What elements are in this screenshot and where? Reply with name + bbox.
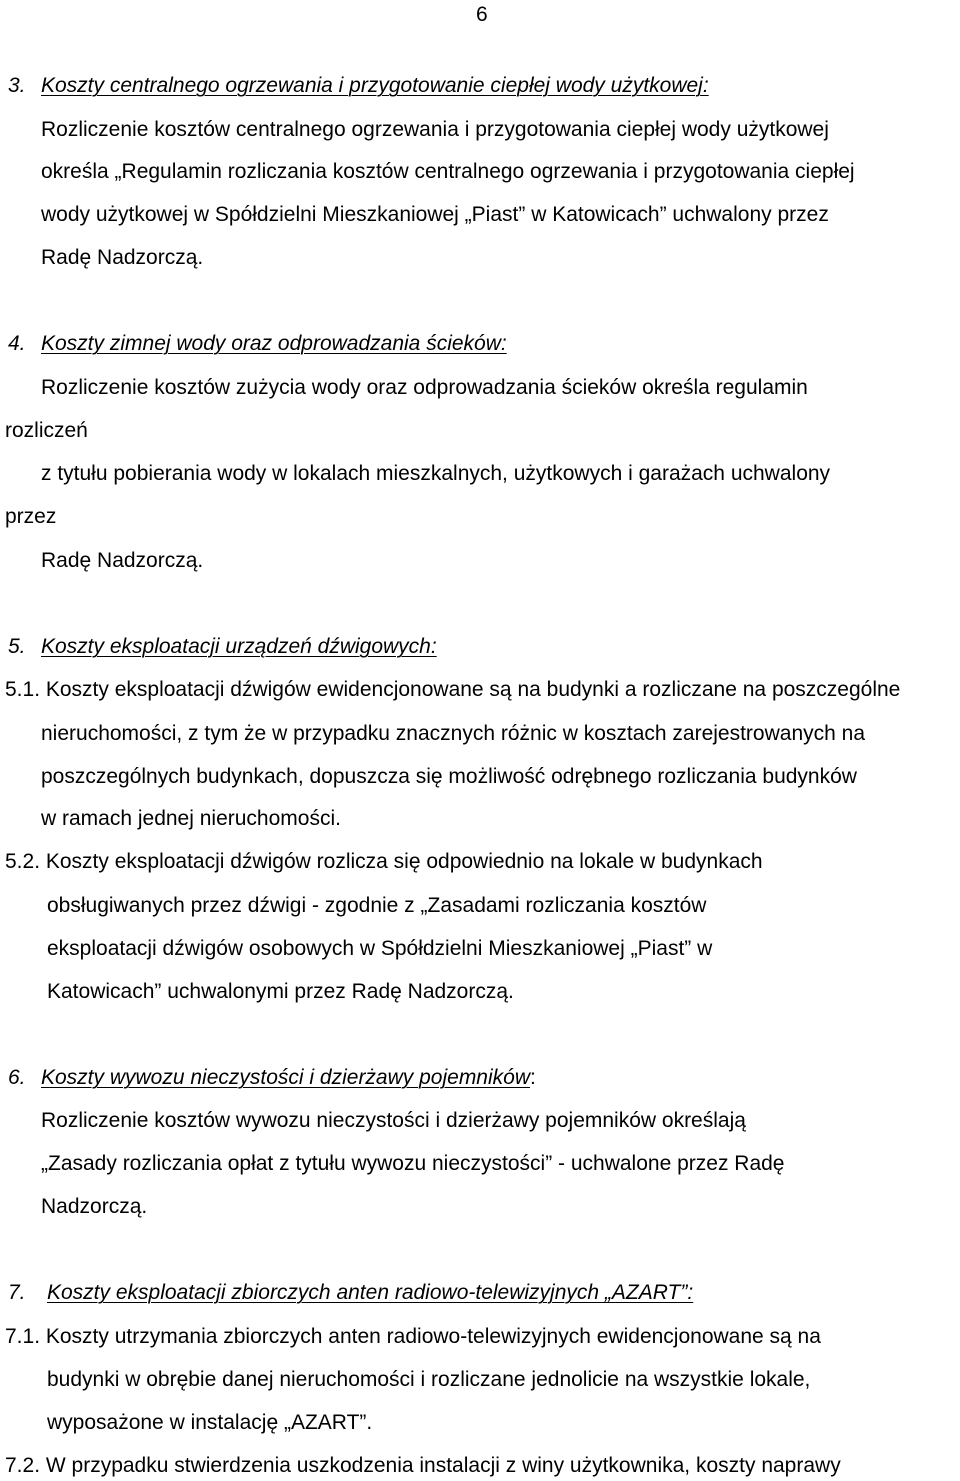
section-6-heading: Koszty wywozu nieczystości i dzierżawy pojemników <box>41 1066 530 1089</box>
section-4-line: przez <box>5 505 57 528</box>
section-3-line: Rozliczenie kosztów centralnego ogrzewania i przygotowania ciepłej wody użytkowej <box>41 118 829 141</box>
section-5-heading: Koszty eksploatacji urządzeń dźwigowych: <box>41 635 437 658</box>
section-7-heading: Koszty eksploatacji zbiorczych anten radiowo-telewizyjnych „AZART”: <box>47 1281 694 1304</box>
section-7-1-line: wyposażone w instalację „AZART”. <box>47 1411 373 1434</box>
section-5-1-line: poszczególnych budynkach, dopuszcza się możliwość odrębnego rozliczania budynków <box>41 765 857 788</box>
section-5-2-line: eksploatacji dźwigów osobowych w Spółdzielni Mieszkaniowej „Piast” w <box>47 937 713 960</box>
section-3-heading: Koszty centralnego ogrzewania i przygotowanie ciepłej wody użytkowej: <box>41 74 709 97</box>
section-6-number: 6. <box>8 1066 26 1089</box>
section-6-heading-colon: : <box>530 1066 536 1089</box>
section-7-2-line: 7.2. W przypadku stwierdzenia uszkodzenia instalacji z winy użytkownika, koszty naprawy <box>5 1454 841 1477</box>
page-number: 6 <box>476 3 488 26</box>
section-4-line: rozliczeń <box>5 419 88 442</box>
section-4-number: 4. <box>8 332 26 355</box>
section-3-line: Radę Nadzorczą. <box>41 246 204 269</box>
section-5-number: 5. <box>8 635 26 658</box>
section-5-2-line: obsługiwanych przez dźwigi - zgodnie z „Zasadami rozliczania kosztów <box>47 894 707 917</box>
section-3-line: wody użytkowej w Spółdzielni Mieszkaniowej „Piast” w Katowicach” uchwalony przez <box>41 203 829 226</box>
section-4-line: Radę Nadzorczą. <box>41 549 204 572</box>
section-7-1-line: budynki w obrębie danej nieruchomości i rozliczane jednolicie na wszystkie lokale, <box>47 1368 811 1391</box>
section-5-1-line: 5.1. Koszty eksploatacji dźwigów ewidencjonowane są na budynki a rozliczane na poszczególne <box>5 678 901 701</box>
section-7-1-line: 7.1. Koszty utrzymania zbiorczych anten radiowo-telewizyjnych ewidencjonowane są na <box>5 1325 821 1348</box>
section-3-line: określa „Regulamin rozliczania kosztów centralnego ogrzewania i przygotowania ciepłej <box>41 160 855 183</box>
section-6-line: Nadzorczą. <box>41 1195 148 1218</box>
section-7-number: 7. <box>8 1281 26 1304</box>
section-6-heading-row <box>41 1066 536 1090</box>
section-5-1-line: nieruchomości, z tym że w przypadku znacznych różnic w kosztach zarejestrowanych na <box>41 722 866 745</box>
section-4-line: Rozliczenie kosztów zużycia wody oraz odprowadzania ścieków określa regulamin <box>41 376 808 399</box>
section-6-line: „Zasady rozliczania opłat z tytułu wywozu nieczystości” - uchwalone przez Radę <box>41 1152 785 1175</box>
section-4-line: z tytułu pobierania wody w lokalach mieszkalnych, użytkowych i garażach uchwalony <box>41 462 831 485</box>
section-6-line: Rozliczenie kosztów wywozu nieczystości i dzierżawy pojemników określają <box>41 1109 746 1132</box>
section-3-number: 3. <box>8 74 26 97</box>
section-5-1-line: w ramach jednej nieruchomości. <box>41 807 341 830</box>
section-4-heading: Koszty zimnej wody oraz odprowadzania ścieków: <box>41 332 507 355</box>
section-5-2-line: Katowicach” uchwalonymi przez Radę Nadzorczą. <box>47 980 514 1003</box>
section-5-2-line: 5.2. Koszty eksploatacji dźwigów rozlicza się odpowiednio na lokale w budynkach <box>5 850 763 873</box>
